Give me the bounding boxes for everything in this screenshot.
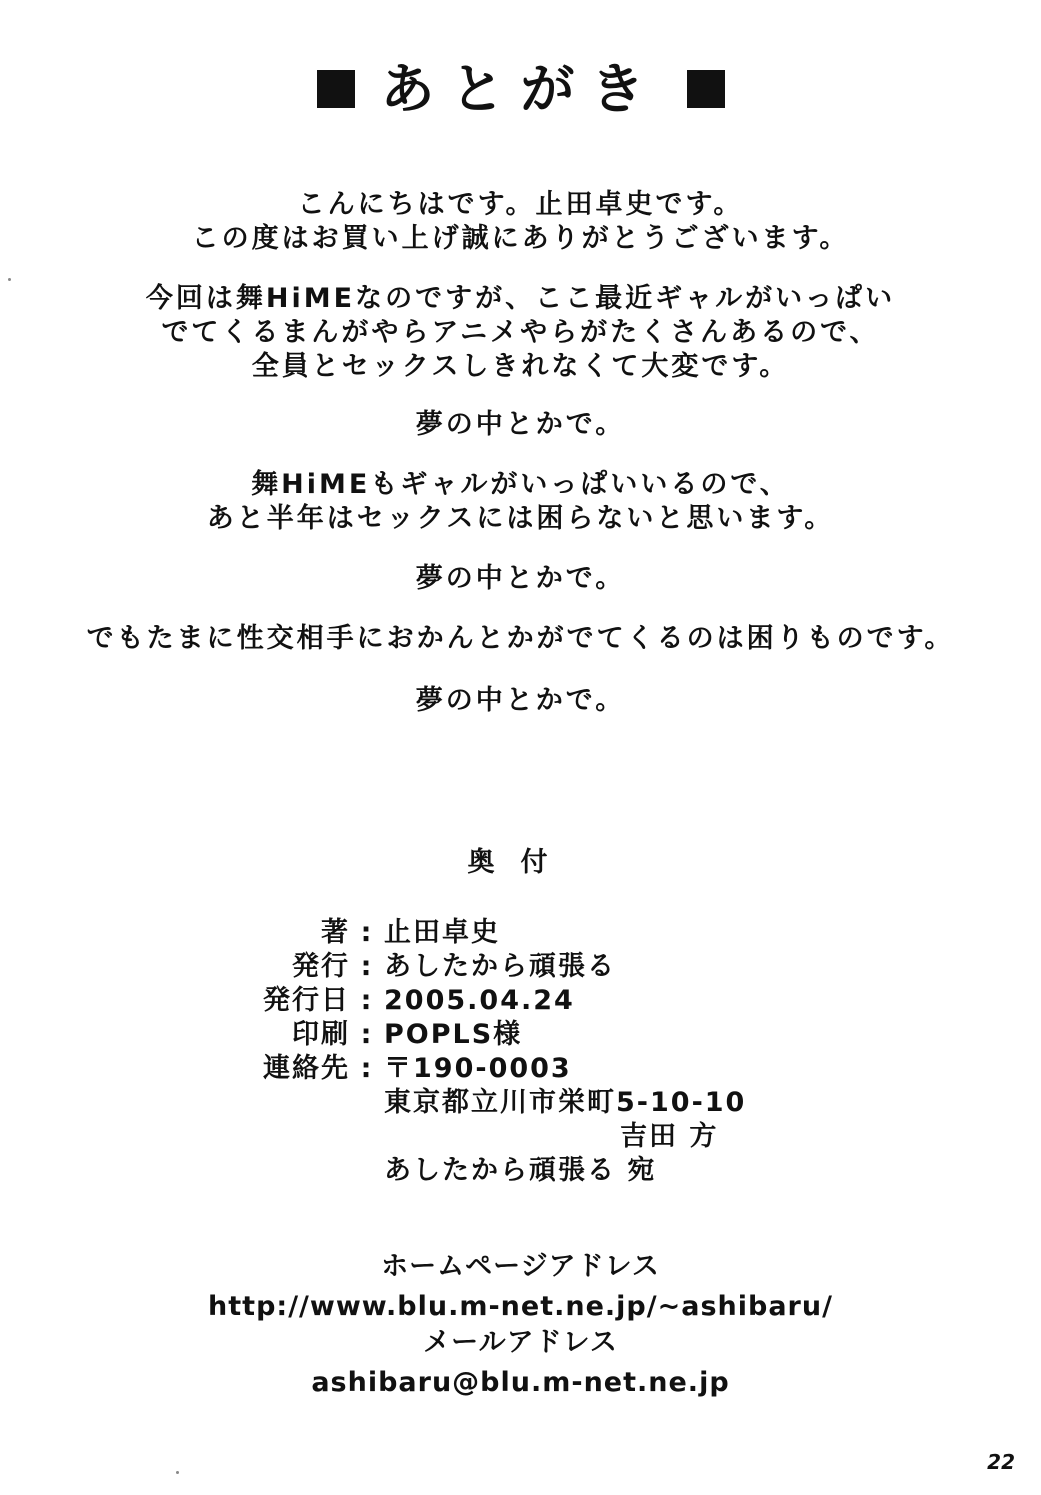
colophon-publisher: あしたから頑張る [384,951,616,982]
afterword-refrain: 夢の中とかで。 [415,685,626,716]
afterword-title-text: あとがき [380,57,661,121]
colophon-label: 印刷 [292,1019,350,1050]
scan-speck [176,1471,179,1474]
colophon-label: 発行日 [263,985,350,1016]
afterword-line: 全員とセックスしきれなくて大変です。 [251,351,790,382]
afterword-line: この度はお買い上げ誠にありがとうございます。 [191,223,850,254]
colophon-date: 2005.04.24 [384,985,575,1016]
afterword-refrain: 夢の中とかで。 [415,563,626,594]
colophon [240,916,800,1188]
colophon-postal: 〒190-0003 [384,1053,572,1084]
colophon-heading: 奥付 [467,847,574,878]
scan-speck [8,278,11,281]
afterword-line: でもたまに性交相手におかんとかがでてくるのは困りものです。 [86,623,955,654]
colophon-addressee: あしたから頑張る 宛 [384,1155,657,1186]
page-number: 22 [987,1450,1015,1474]
colophon-printer: POPLS様 [384,1019,523,1050]
colophon-label: 著 [321,917,350,948]
afterword-refrain: 夢の中とかで。 [415,409,626,440]
colophon-contact-row: 連絡先 : 〒190-0003 [240,1052,800,1086]
colophon-publisher-row: 発行 : あしたから頑張る [240,950,800,984]
colophon-label: 発行 [292,951,350,982]
colophon-address: 東京都立川市栄町5-10-10 [384,1087,747,1118]
homepage-url[interactable]: http://www.blu.m-net.ne.jp/~ashibaru/ [208,1291,833,1322]
square-bullet-icon [687,70,725,108]
colophon-author: 止田卓史 [384,917,500,948]
afterword-title [0,54,1041,121]
colophon-label: 連絡先 [263,1053,350,1084]
colophon-date-row: 発行日 : 2005.04.24 [240,984,800,1018]
afterword-line: あと半年はセックスには困らないと思います。 [206,503,835,534]
afterword-line: こんにちはです。止田卓史です。 [297,189,744,220]
colophon-author-row: 著 : 止田卓史 [240,916,800,950]
mail-address[interactable]: ashibaru@blu.m-net.ne.jp [311,1367,730,1398]
afterword-line: でてくるまんがやらアニメやらがたくさんあるので、 [161,317,880,348]
colophon-care-of: 吉田 方 [620,1121,719,1152]
afterword-line: 舞HiMEもギャルがいっぱいいるので、 [251,469,790,500]
colophon-printer-row: 印刷 : POPLS様 [240,1018,800,1052]
afterword-line: 今回は舞HiMEなのですが、ここ最近ギャルがいっぱい [145,283,896,314]
square-bullet-icon [317,70,355,108]
mail-label: メールアドレス [423,1327,618,1358]
homepage-label: ホームページアドレス [381,1251,660,1282]
